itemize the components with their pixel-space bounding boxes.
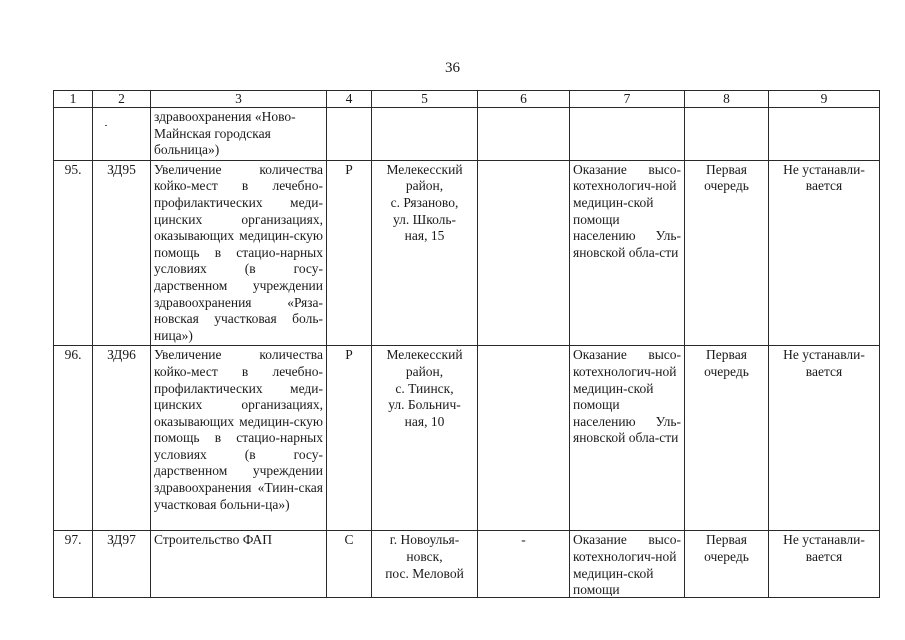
cell-code: ЗД96 — [93, 346, 151, 531]
cell-code: ЗД97 — [93, 531, 151, 598]
purpose-text: Оказание высо-котехнологич-ной медицин-ской помощи — [573, 532, 681, 597]
col-header-6: 6 — [478, 91, 570, 108]
col-header-5: 5 — [372, 91, 478, 108]
cell-col6 — [478, 346, 570, 531]
cell-type: Р — [327, 160, 372, 346]
table-row — [54, 346, 880, 531]
objects-table — [53, 90, 880, 598]
cell-description: здравоохранения «Ново- Майнская городская больница») — [151, 108, 327, 161]
cell-location: Мелекесский район, с. Тиинск, ул. Больнич- ная, 10 — [372, 346, 478, 531]
cell-stage: Первая очередь — [685, 346, 769, 531]
cell — [570, 108, 685, 161]
cell-purpose — [570, 531, 685, 598]
cell-location: г. Новоулья- новск, пос. Меловой — [372, 531, 478, 598]
cell — [769, 108, 880, 161]
cell-col6: - — [478, 531, 570, 598]
cell — [478, 108, 570, 161]
cell-term: Не устанавли- вается — [769, 346, 880, 531]
cell — [93, 108, 151, 161]
cell-number: 95. — [54, 160, 93, 346]
col-header-2: 2 — [93, 91, 151, 108]
table-row — [54, 531, 880, 598]
col-header-4: 4 — [327, 91, 372, 108]
cell-term: Не устанавли- вается — [769, 531, 880, 598]
cell — [372, 108, 478, 161]
cell — [685, 108, 769, 161]
cell-term: Не устанавли- вается — [769, 160, 880, 346]
cell-code: ЗД95 — [93, 160, 151, 346]
col-header-3: 3 — [151, 91, 327, 108]
cell-col6 — [478, 160, 570, 346]
cell-purpose: Оказание высо-котехнологич-ной медицин-ской помощи населению Уль-яновской обла-сти — [570, 160, 685, 346]
cell — [54, 108, 93, 161]
continuation-row — [54, 108, 880, 161]
col-header-1: 1 — [54, 91, 93, 108]
cell-number: 97. — [54, 531, 93, 598]
cell-purpose: Оказание высо-котехнологич-ной медицин-ской помощи населению Уль-яновской обла-сти — [570, 346, 685, 531]
cell-type: Р — [327, 346, 372, 531]
cell-stage: Первая очередь — [685, 531, 769, 598]
col-header-7: 7 — [570, 91, 685, 108]
cell-number: 96. — [54, 346, 93, 531]
col-header-8: 8 — [685, 91, 769, 108]
cell-type: С — [327, 531, 372, 598]
table-row — [54, 160, 880, 346]
page-number: 36 — [445, 60, 460, 76]
cell-location: Мелекесский район, с. Рязаново, ул. Школь- ная, 15 — [372, 160, 478, 346]
header-row — [54, 91, 880, 108]
cell-description: Увеличение количества койко-мест в лечебно-профилактических меди-цинских организациях, оказывающих медицин-скую помощь в стацио-нарных условиях (в госу-дарственном учреждении здравоохранения «Тиин-ская участковая больни-ца») — [151, 346, 327, 531]
cell — [327, 108, 372, 161]
cell-description: Увеличение количества койко-мест в лечебно-профилактических меди-цинских организациях, оказывающих медицин-скую помощь в стацио-нарных условиях (в госу-дарственном учреждении здравоохранения «Ряза-новская участковая боль-ница») — [151, 160, 327, 346]
cell-description: Строительство ФАП — [151, 531, 327, 598]
scan-mark — [105, 125, 107, 126]
cell-stage: Первая очередь — [685, 160, 769, 346]
col-header-9: 9 — [769, 91, 880, 108]
